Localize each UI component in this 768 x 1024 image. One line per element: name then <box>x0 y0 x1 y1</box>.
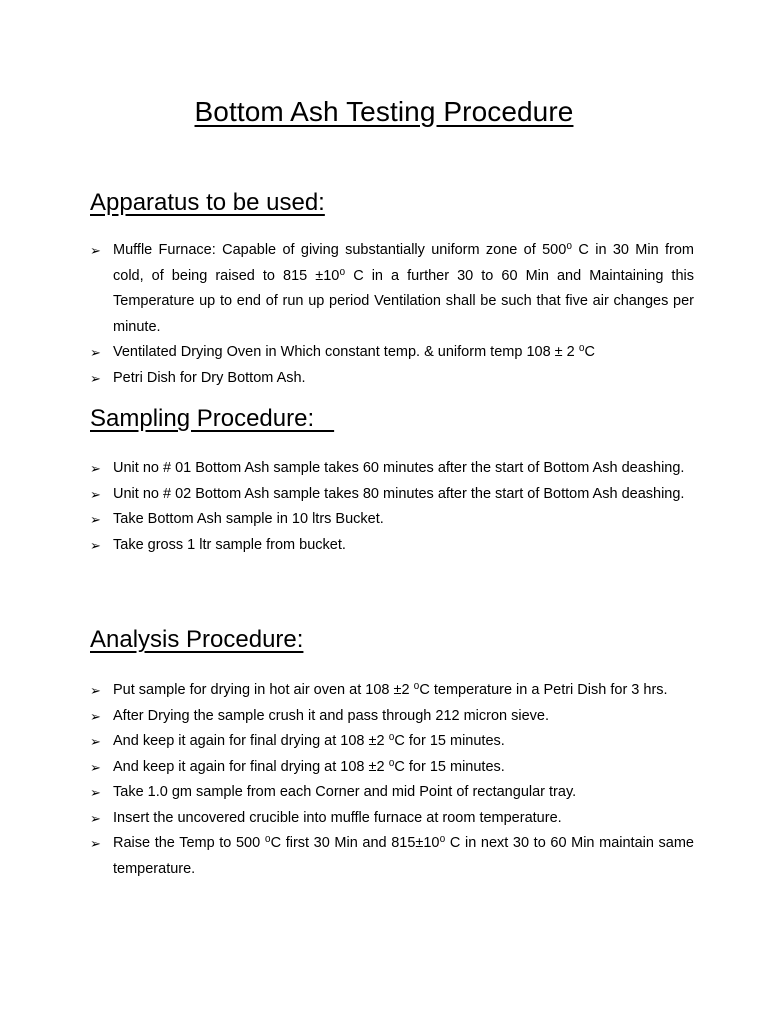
list-item-text: Unit no # 01 Bottom Ash sample takes 60 minutes after the start of Bottom Ash deashing. <box>113 460 685 476</box>
arrow-bullet-icon: ➢ <box>90 734 101 749</box>
list-item <box>90 729 694 755</box>
arrow-bullet-icon: ➢ <box>90 243 101 258</box>
sampling-heading: Sampling Procedure: <box>90 405 335 432</box>
list-item-text: Take Bottom Ash sample in 10 ltrs Bucket. <box>113 511 384 527</box>
list-item <box>90 806 694 832</box>
arrow-bullet-icon: ➢ <box>90 683 101 698</box>
list-item <box>90 755 694 781</box>
list-item <box>90 507 694 533</box>
apparatus-heading: Apparatus to be used: <box>90 189 325 216</box>
arrow-bullet-icon: ➢ <box>90 512 101 527</box>
arrow-bullet-icon: ➢ <box>90 370 101 386</box>
apparatus-list <box>90 238 694 391</box>
muffle-furnace-label: Muffle Furnace: <box>113 242 216 258</box>
list-item <box>90 533 694 559</box>
list-item <box>90 831 694 882</box>
list-item <box>90 704 694 730</box>
analysis-heading: Analysis Procedure: <box>90 626 304 653</box>
list-item-text: Put sample for drying in hot air oven at 108 ±2 ⁰C temperature in a Petri Dish for 3 hrs. <box>113 682 668 698</box>
arrow-bullet-icon: ➢ <box>90 836 101 851</box>
list-item <box>90 238 694 340</box>
list-item-text: And keep it again for final drying at 108 ±2 ⁰C for 15 minutes. <box>113 758 505 775</box>
list-item-text: After Drying the sample crush it and pass through 212 micron sieve. <box>113 707 550 724</box>
document-title: Bottom Ash Testing Procedure <box>194 96 574 127</box>
arrow-bullet-icon: ➢ <box>90 759 101 775</box>
arrow-bullet-icon: ➢ <box>90 461 101 476</box>
list-item-text: And keep it again for final drying at 108 ±2 ⁰C for 15 minutes. <box>113 733 505 749</box>
list-item-text: Petri Dish for Dry Bottom Ash. <box>113 369 306 386</box>
list-item-text: Take 1.0 gm sample from each Corner and mid Point of rectangular tray. <box>113 784 577 800</box>
list-item-text: Ventilated Drying Oven in Which constant temp. & uniform temp 108 ± 2 ⁰C <box>113 344 596 360</box>
arrow-bullet-icon: ➢ <box>90 708 101 724</box>
arrow-bullet-icon: ➢ <box>90 785 101 800</box>
list-item <box>90 340 694 366</box>
list-item <box>90 482 694 508</box>
list-item <box>90 456 694 482</box>
arrow-bullet-icon: ➢ <box>90 537 101 553</box>
analysis-list <box>90 678 694 882</box>
arrow-bullet-icon: ➢ <box>90 345 101 360</box>
list-item-text: Capable of giving substantially uniform zone of 500⁰ C in 30 Min from cold, of being raised to 815 ±10⁰ C in a further 30 to 60 Min and Maintaining this Temperature up to end of run up period Ventilation shall be such that five air changes per minute. <box>113 242 694 335</box>
list-item <box>90 780 694 806</box>
list-item <box>90 366 694 392</box>
arrow-bullet-icon: ➢ <box>90 486 101 502</box>
list-item <box>90 678 694 704</box>
arrow-bullet-icon: ➢ <box>90 810 101 826</box>
sampling-list <box>90 456 694 558</box>
list-item-text: Unit no # 02 Bottom Ash sample takes 80 minutes after the start of Bottom Ash deashing. <box>113 485 685 502</box>
list-item-text: Take gross 1 ltr sample from bucket. <box>113 536 346 553</box>
list-item-text: Insert the uncovered crucible into muffle furnace at room temperature. <box>113 809 562 826</box>
list-item-text: Raise the Temp to 500 ⁰C first 30 Min and 815±10⁰ C in next 30 to 60 Min maintain same temperature. <box>113 835 694 877</box>
